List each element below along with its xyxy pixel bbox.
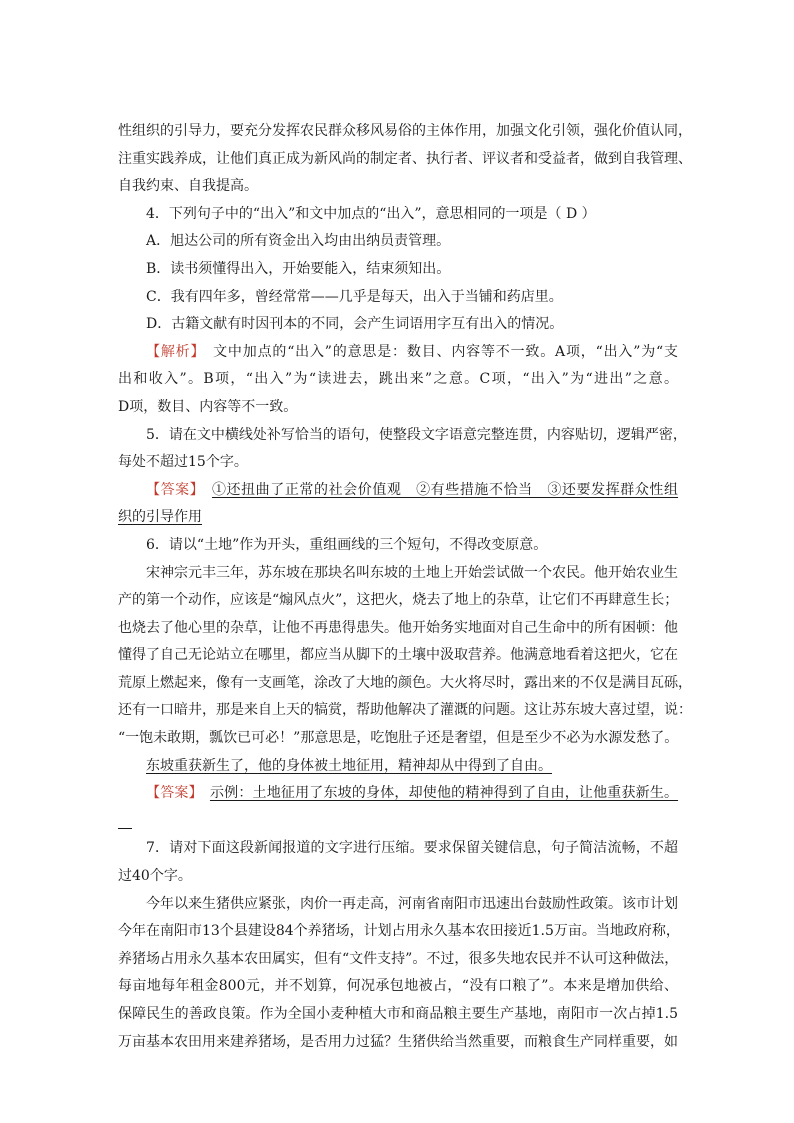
answer-text: 示例：土地征用了东坡的身体，却使他的精神得到了自由，让他重获新生。 xyxy=(209,785,679,802)
option-c: C．我有四年多，曾经常常——几乎是每天，出入于当铺和药店里。 xyxy=(146,288,563,305)
passage-line: 保障民生的善政良策。作为全国小麦种植大市和商品粮主要生产基地，南阳市一次占掉1.5 xyxy=(118,1006,678,1022)
underlined-text: 东坡重获新生了，他的身体被土地征用，精神却从中得到了自由。 xyxy=(146,757,552,774)
passage-line: 还有一口暗井，那是来自上天的犒赏，帮助他解决了灌溉的问题。这让苏东坡大喜过望，说： xyxy=(118,702,692,719)
option-a: A．旭达公司的所有资金出入均由出纳员责管理。 xyxy=(146,233,451,250)
answer-line xyxy=(118,780,678,808)
question-stem: 每处不超过15个字。 xyxy=(118,454,248,471)
text-line: 自我约束、自我提高。 xyxy=(118,178,258,195)
question-6 xyxy=(118,532,692,836)
answer-text: ①还扭曲了正常的社会价值观 ②有些措施不恰当 ③还要发挥群众性组 xyxy=(211,481,679,498)
analysis-line: 出和收入”。B项，“出入”为“读进去，跳出来”之意。C项，“出入”为“进出”之意。 xyxy=(118,371,678,388)
answer-tail xyxy=(118,813,132,829)
option-b: B．读书须懂得出入，开始要能入，结束须知出。 xyxy=(146,260,451,277)
question-stem: 6．请以“土地”作为开头，重组画线的三个短句，不得改变原意。 xyxy=(146,536,548,553)
answer-line xyxy=(118,504,678,532)
answer-text: 织的引导作用 xyxy=(118,509,202,526)
question-stem: 过40个字。 xyxy=(118,868,192,885)
question-4 xyxy=(118,201,678,422)
question-stem: 7．请对下面这段新闻报道的文字进行压缩。要求保留关键信息，句子简洁流畅，不超 xyxy=(146,840,678,857)
analysis-tag: 【解析】 xyxy=(146,343,199,360)
question-stem: 4．下列句子中的“出入”和文中加点的“出入”，意思相同的一项是（ D ） xyxy=(146,205,596,222)
question-5 xyxy=(118,422,687,532)
passage-line: 也烧去了他心里的杂草，让他不再患得患失。他开始务实地面对自己生命中的所有困顿：他 xyxy=(118,619,678,636)
answer-line xyxy=(118,808,678,836)
passage-line: 产的第一个动作，应该是“煽风点火”，这把火，烧去了地上的杂草，让它们不再肆意生长； xyxy=(118,592,679,609)
passage-ending xyxy=(118,118,692,201)
passage-line: “一饱未敢期，瓢饮已可必！”那意思是，吃饱肚子还是奢望，但是至少不必为水源发愁了。 xyxy=(118,730,679,747)
question-7 xyxy=(118,835,678,1056)
passage-line: 万亩基本农田用来建养猪场，是否用力过猛？生猪供给当然重要，而粮食生产同样重要，如 xyxy=(118,1033,678,1050)
passage-line: 荒原上燃起来，像有一支画笔，涂改了大地的颜色。大火将尽时，露出来的不仅是满目瓦砾， xyxy=(118,674,692,691)
passage-line: 养猪场占用永久基本农田属实，但有“文件支持”。不过，很多失地农民并不认可这种做法， xyxy=(118,950,679,967)
passage-line: 今年以来生猪供应紧张，肉价一再走高，河南省南阳市迅速出台鼓励性政策。该市计划 xyxy=(146,895,678,912)
analysis-line: D项，数目、内容等不一致。 xyxy=(118,398,298,415)
text-line: 性组织的引导力，要充分发挥农民群众移风易俗的主体作用，加强文化引领，强化价值认同， xyxy=(118,123,692,139)
text-line: 注重实践养成，让他们真正成为新风尚的制定者、执行者、评议者和受益者，做到自我管理、 xyxy=(118,150,692,167)
answer-tag: 【答案】 xyxy=(146,481,198,498)
option-d: D．古籍文献有时因刊本的不同，会产生词语用字互有出入的情况。 xyxy=(146,316,564,333)
answer-line xyxy=(118,477,678,505)
document-body xyxy=(118,118,692,1056)
analysis-text: 文中加点的“出入”的意思是：数目、内容等不一致。A项，“出入”为“支 xyxy=(213,343,679,360)
passage-line: 懂得了自己无论站立在哪里，都应当从脚下的土壤中汲取营养。他满意地看着这把火，它在 xyxy=(118,647,678,664)
passage-line: 宋神宗元丰三年，苏东坡在那块名叫东坡的土地上开始尝试做一个农民。他开始农业生 xyxy=(146,564,678,581)
analysis-line xyxy=(118,339,678,367)
passage-line: 每亩地每年租金800元，并不划算，何况承包地被占，“没有口粮了”。本来是增加供给、 xyxy=(118,978,678,995)
underlined-sentence xyxy=(118,753,678,781)
question-stem: 5．请在文中横线处补写恰当的语句，使整段文字语意完整连贯，内容贴切，逻辑严密， xyxy=(146,426,687,443)
passage-line: 今年在南阳市13个县建设84个养猪场，计划占用永久基本农田接近1.5万亩。当地政府称， xyxy=(118,923,680,940)
answer-tag: 【答案】 xyxy=(146,785,196,802)
